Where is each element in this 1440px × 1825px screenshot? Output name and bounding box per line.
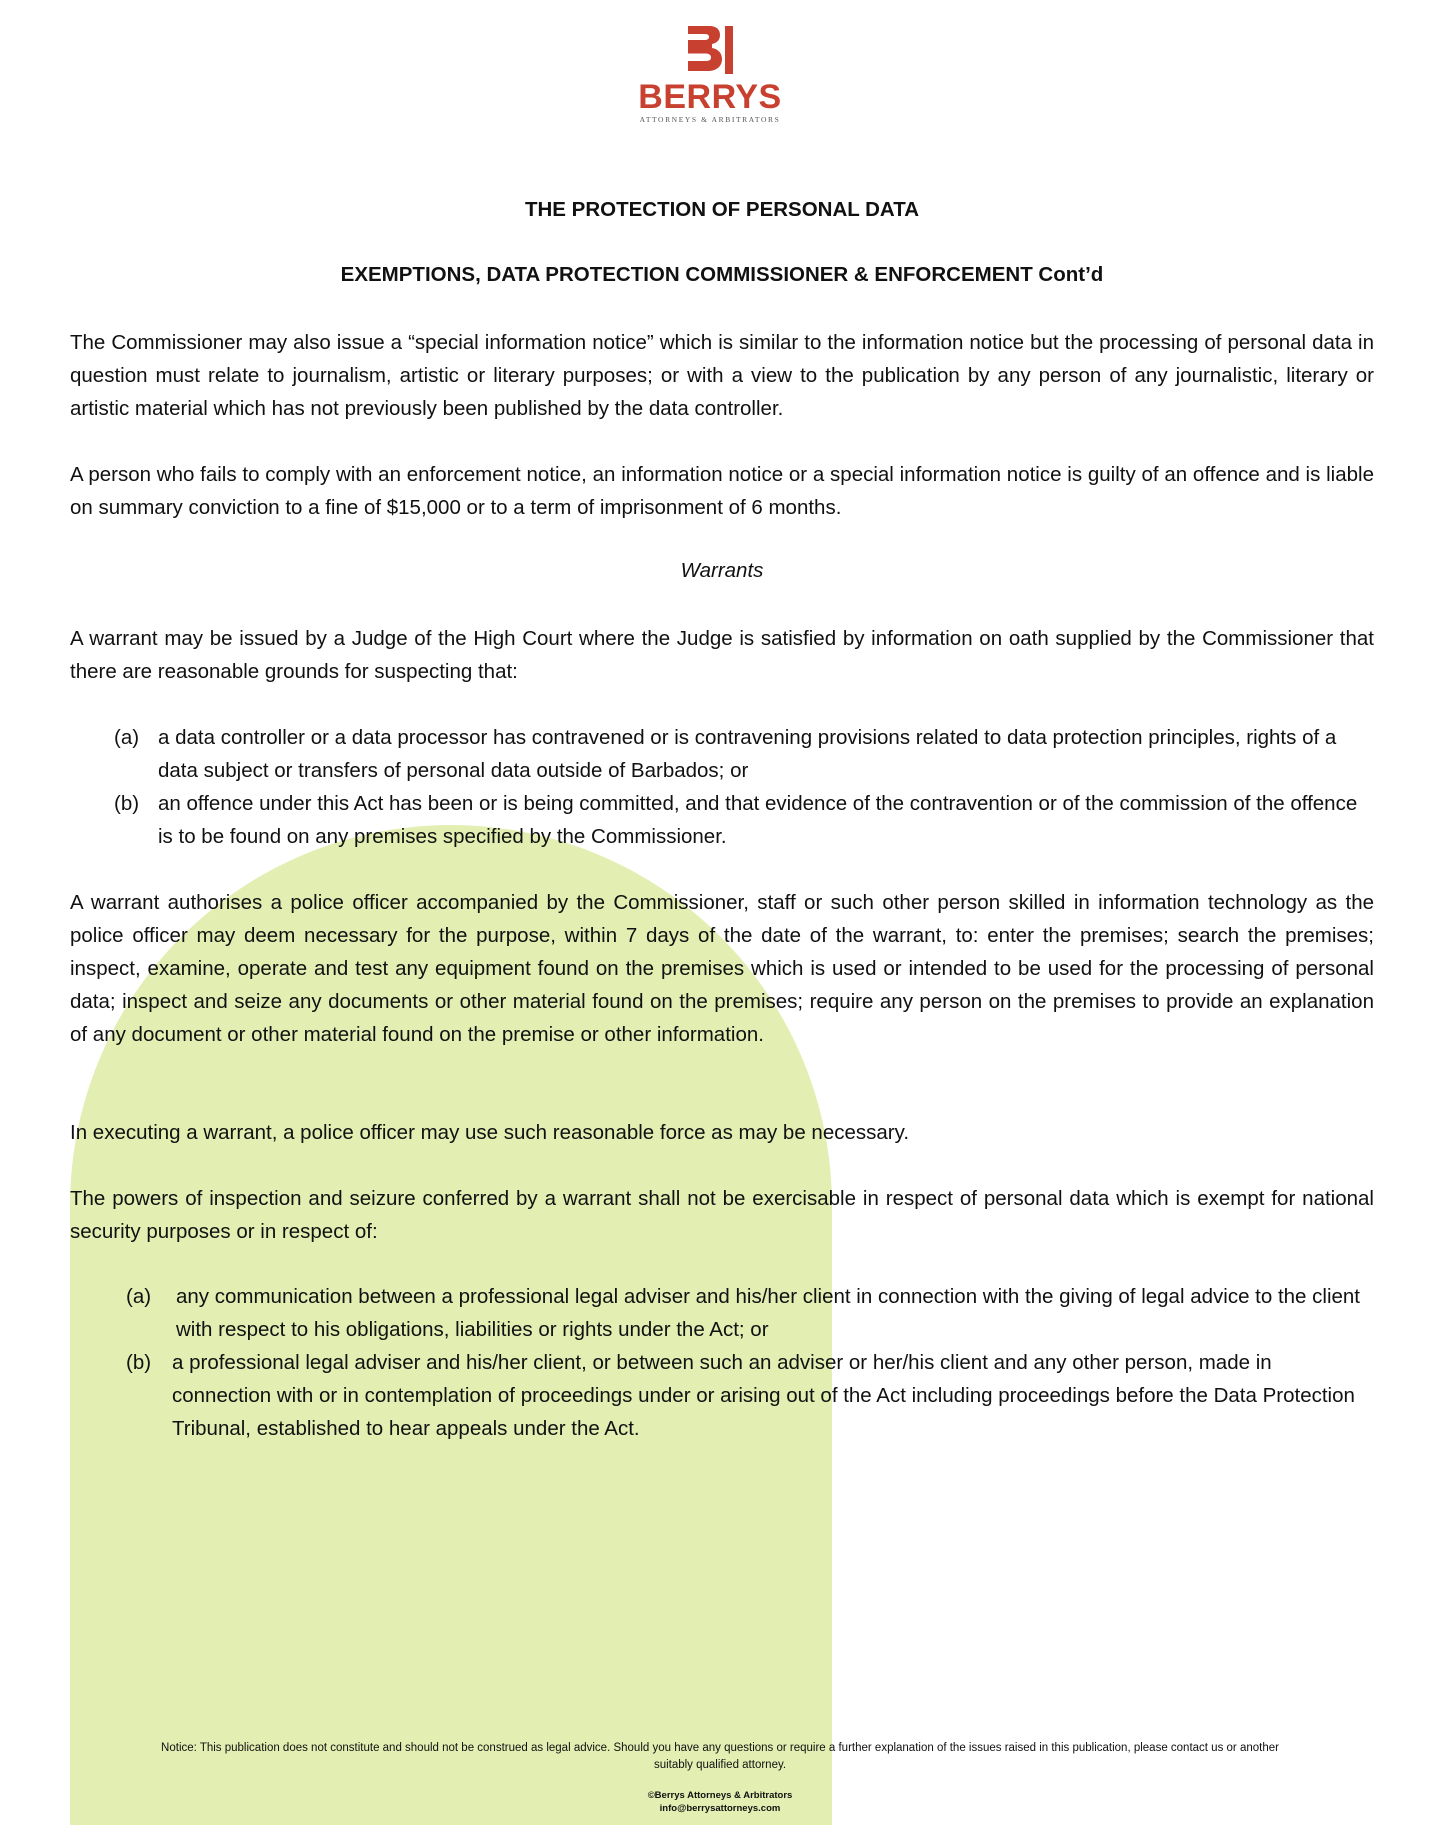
brand-logo [625,22,795,134]
list-item-label: (a) [114,726,140,749]
legal-notice: Notice: This publication does not constitute and should not be construed as legal advice. Should you have any questions or require a further explanation of the issues raised in this publication, please contact us or another suitably qualified attorney. [161,1742,1279,1771]
document-subtitle: EXEMPTIONS, DATA PROTECTION COMMISSIONER & ENFORCEMENT Cont’d [340,263,1104,286]
list-item [126,1346,1376,1445]
list-item-label: (b) [126,1351,152,1374]
list-item-text: a professional legal adviser and his/her client, or between such an adviser or her/his client and any other person, made in connection with or in contemplation of proceedings under or arising out of the Act including proceedings before the Data Protection Tribunal, established to hear appeals under the Act. [172,1351,1355,1440]
paragraph-warrant-authority: A warrant authorises a police officer accompanied by the Commissioner, staff or such other person skilled in information technology as the police officer may deem necessary for the purpose, within 7 days of the date of the warrant, to: enter the premises; search the premises; inspect, examine, operate and test any equipment found on the premises which is used or intended to be used for the processing of personal data; inspect and seize any documents or other material found on the premises; require any person on the premises to provide an explanation of any document or other material found on the premise or other information. [70,891,1374,1046]
list-item-text: any communication between a professional legal adviser and his/her client in connection with the giving of legal advice to the client with respect to his obligations, liabilities or rights under the Act; or [176,1285,1361,1341]
paragraph-offence-penalty: A person who fails to comply with an enforcement notice, an information notice or a special information notice is guilty of an offence and is liable on summary conviction to a fine of $15,000 or to a term of imprisonment of 6 months. [70,463,1374,519]
list-item-label: (b) [114,792,140,815]
paragraph-warrant-issue: A warrant may be issued by a Judge of the High Court where the Judge is satisfied by information on oath supplied by the Commissioner that there are reasonable grounds for suspecting that: [70,627,1374,683]
list-item [114,721,1376,787]
list-item-text: a data controller or a data processor has contravened or is contravening provisions related to data protection principles, rights of a data subject or transfers of personal data outside of Barbados; or [158,726,1337,782]
list-item-text: an offence under this Act has been or is being committed, and that evidence of the contravention or of the commission of the offence is to be found on any premises specified by the Commissioner. [158,792,1358,848]
paragraph-reasonable-force: In executing a warrant, a police officer may use such reasonable force as may be necessary. [70,1121,910,1144]
brand-name: BERRYS [638,78,782,116]
logo-b-mark-icon [685,22,735,78]
list-item [126,1280,1376,1346]
list-item [114,787,1376,853]
paragraph-powers-exemption: The powers of inspection and seizure conferred by a warrant shall not be exercisable in respect of personal data which is exempt for national security purposes or in respect of: [70,1187,1374,1243]
footer-email: info@berrysattorneys.com [659,1803,781,1814]
section-heading-warrants: Warrants [680,559,764,582]
paragraph-special-information-notice: The Commissioner may also issue a “special information notice” which is similar to the information notice but the processing of personal data in question must relate to journalism, artistic or literary purposes; or with a view to the publication by any person of any journalistic, literary or artistic material which has not previously been published by the data controller. [70,331,1374,420]
brand-tagline: ATTORNEYS & ARBITRATORS [639,115,781,124]
document-title: THE PROTECTION OF PERSONAL DATA [524,198,920,221]
list-item-label: (a) [126,1285,152,1308]
footer-copyright: ©Berrys Attorneys & Arbitrators [647,1790,793,1801]
